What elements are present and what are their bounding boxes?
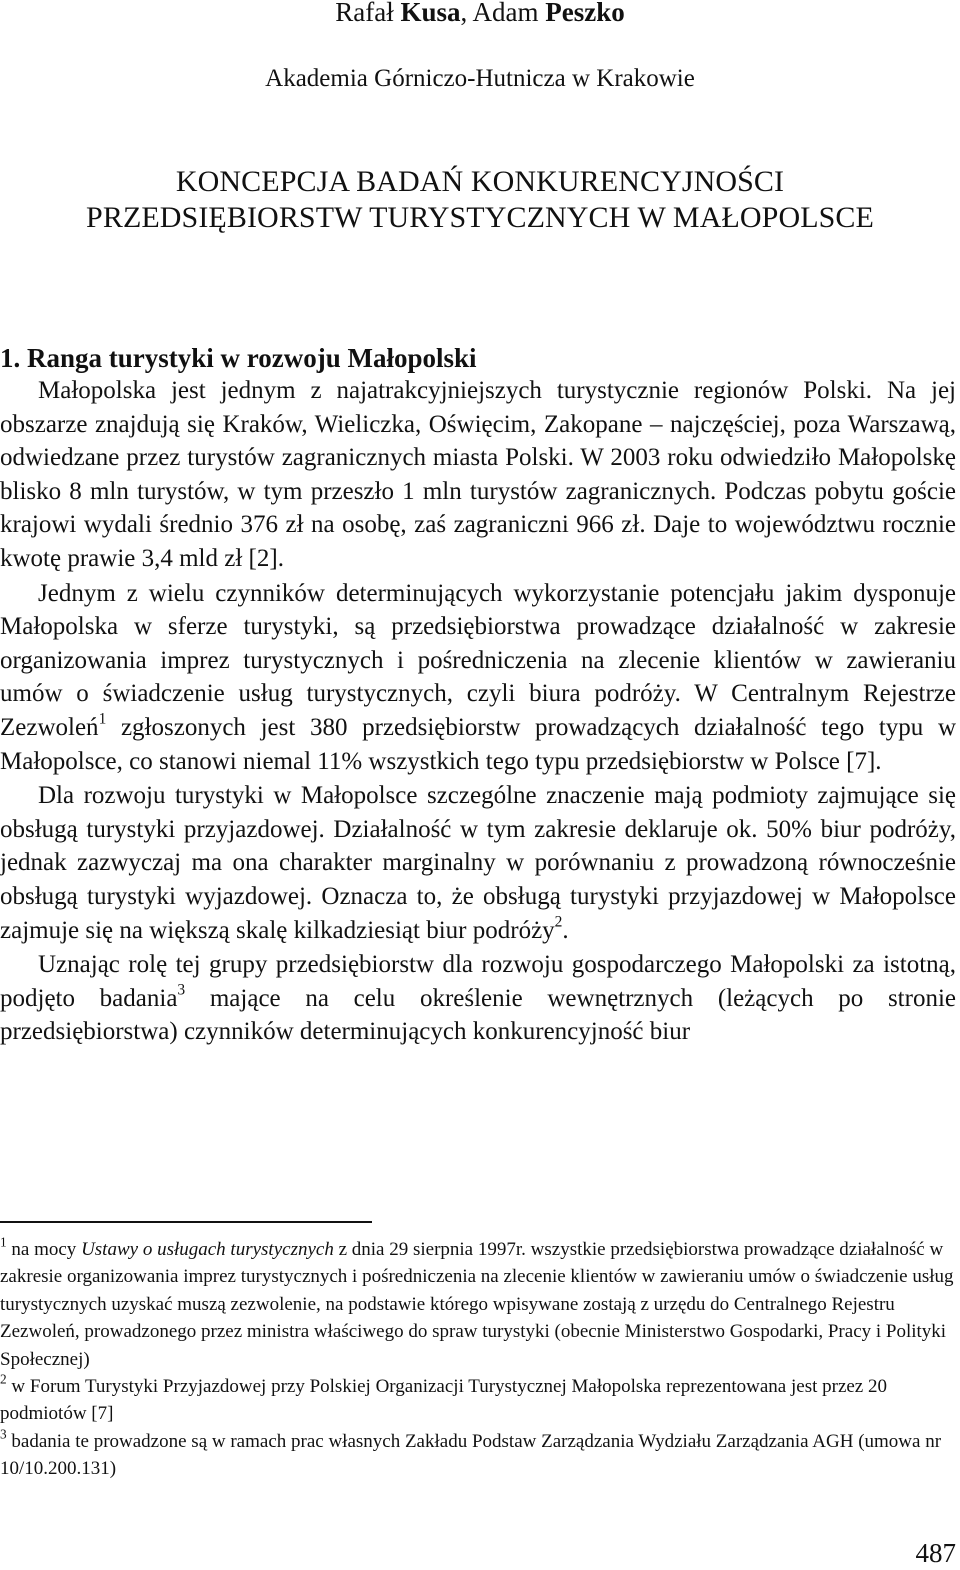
footnote-2: $^2$ w Forum Turystyki Przyjazdowej przy Polskiej Organizacji Turystycznej Małopolska reprezentowana jest przez 20 podmiotów [7] (0, 1371, 887, 1425)
author-separator: , Adam (460, 0, 546, 27)
authors-line (0, 0, 960, 30)
title-line-2: PRZEDSIĘBIORSTW TURYSTYCZNYCH W MAŁOPOLSCE (86, 201, 874, 234)
law-title: Ustawy o usługach turystycznych (81, 1239, 334, 1260)
body-text (0, 374, 956, 1049)
affiliation: Akademia Górniczo-Hutnicza w Krakowie (265, 65, 695, 92)
paragraph-3: Dla rozwoju turystyki w Małopolsce szczególne znaczenie mają podmioty zajmujące się obsługą turystyki przyjazdowej. Działalność w tym zakresie deklaruje ok. 50% biur podróży, jednak zazwyczaj ma ona charakter marginalny w porównaniu z prowadzoną równocześnie obsługą turystyki wyjazdowej. Oznacza to, że obsługą turystyki przyjazdowej w Małopolsce zajmuje się na większą skalę kilkadziesiąt biur podróży$^2$. (0, 782, 956, 944)
paragraph-2: Jednym z wielu czynników determinujących wykorzystanie potencjału jakim dysponuje Małopolska w sferze turystyki, są przedsiębiorstwa prowadzące działalność w zakresie organizowania imprez turystycznych i pośredniczenia na zlecenie klientów w zawieraniu umów o świadczenie usług turystycznych, czyli biura podróży. W Centralnym Rejestrze Zezwoleń$^1$ zgłoszonych jest 380 przedsiębiorstw prowadzących działalność tego typu w Małopolsce, co stanowi niemal 11% wszystkich tego typu przedsiębiorstw w Polsce [7]. (0, 579, 956, 775)
title-line-1: KONCEPCJA BADAŃ KONKURENCYJNOŚCI (175, 165, 785, 198)
author1-first: Rafał (335, 0, 401, 27)
paragraph-1: Małopolska jest jednym z najatrakcyjniejszych turystycznie regionów Polski. Na jej obszarze znajdują się Kraków, Wieliczka, Oświęcim, Zakopane – najczęściej, poza Warszawą, odwiedzane przez turystów zagranicznych miasta Polski. W 2003 roku odwiedziło Małopolskę blisko 8 mln turystów, w tym przeszło 1 mln turystów zagranicznych. Podczas pobytu goście krajowi wydali średnio 376 zł na osobę, zaś zagraniczni 966 zł. Daje to województwu rocznie kwotę prawie 3,4 mld zł [2]. (0, 377, 956, 572)
paper-title (0, 164, 960, 236)
page-number: 487 (915, 1538, 956, 1568)
author1-last: Kusa (400, 0, 461, 27)
footnote-ref-1: 1 (98, 710, 107, 728)
author2-last: Peszko (545, 0, 625, 27)
section-heading: 1. Ranga turystyki w rozwoju Małopolski (0, 343, 477, 373)
footnote-divider (0, 1221, 372, 1223)
footnotes (0, 1236, 956, 1483)
footnote-ref-3: 3 (177, 981, 186, 999)
paragraph-4: Uznając rolę tej grupy przedsiębiorstw dla rozwoju gospodarczego Małopolski za istotną, podjęto badania$^3$ mające na celu określenie wewnętrznych (leżących po stronie przedsiębiorstwa) czynników determinujących konkurencyjność biur (0, 951, 956, 1046)
footnote-1: $^1$ na mocy Ustawy o usługach turystycznych z dnia 29 sierpnia 1997r. wszystkie przedsiębiorstwa prowadzące działalność w zakresie organizowania imprez turystycznych i pośredniczenia na zlecenie klientów w zawieraniu umów o świadczenie usług turystycznych uzyskać muszą zezwolenie, na podstawie którego wpisywane zostają z urzędu do Centralnego Rejestru Zezwoleń, prowadzonego przez ministra właściwego do spraw turystyki (obecnie Ministerstwo Gospodarki, Pracy i Polityki Społecznej) (0, 1234, 954, 1370)
footnote-ref-2: 2 (554, 912, 563, 930)
footnote-3: $^3$ badania te prowadzone są w ramach prac własnych Zakładu Podstaw Zarządzania Wydziału Zarządzania AGH (umowa nr 10/10.200.131) (0, 1426, 942, 1480)
